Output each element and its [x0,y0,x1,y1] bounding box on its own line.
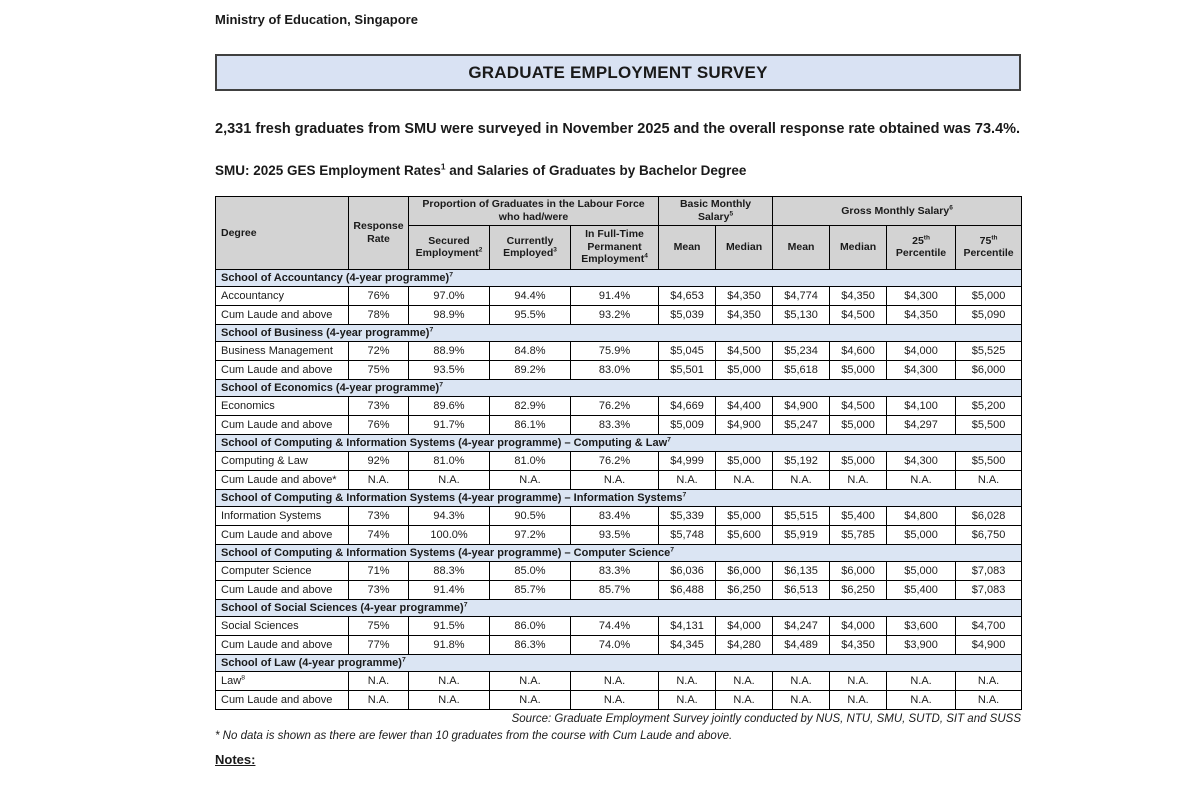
value-cell: 73% [349,396,409,415]
value-cell: $6,028 [956,506,1022,525]
value-cell: $3,600 [887,616,956,635]
value-cell: $5,515 [773,506,830,525]
value-cell: N.A. [887,671,956,690]
value-cell: $4,280 [716,635,773,654]
degree-cell: Cum Laude and above [216,415,349,434]
value-cell: 78% [349,305,409,324]
value-cell: $5,000 [716,506,773,525]
value-cell: $4,350 [887,305,956,324]
value-cell: N.A. [349,690,409,709]
value-cell: $6,000 [830,561,887,580]
degree-cell: Cum Laude and above* [216,470,349,489]
value-cell: 85.7% [571,580,659,599]
value-cell: 93.2% [571,305,659,324]
value-cell: $6,000 [956,360,1022,379]
asterisk-footnote: * No data is shown as there are fewer than 10 graduates from the course with Cum Laude and above. [215,729,733,742]
value-cell: $5,200 [956,396,1022,415]
value-cell: $5,247 [773,415,830,434]
value-cell: N.A. [409,671,490,690]
section-title: School of Social Sciences (4-year programme)$^7$ [216,599,1022,616]
value-cell: 83.3% [571,561,659,580]
value-cell: N.A. [571,470,659,489]
section-title: School of Economics (4-year programme)$^7$ [216,379,1022,396]
value-cell: 75% [349,616,409,635]
table-row [216,616,1022,635]
value-cell: N.A. [956,690,1022,709]
value-cell: $4,131 [659,616,716,635]
col-header-basic-median: Median [716,225,773,269]
value-cell: 83.3% [571,415,659,434]
value-cell: $5,009 [659,415,716,434]
table-row [216,690,1022,709]
value-cell: N.A. [716,470,773,489]
value-cell: 100.0% [409,525,490,544]
ges-table [215,196,1022,709]
value-cell: $6,488 [659,580,716,599]
value-cell: 88.3% [409,561,490,580]
col-header-response-rate: Response Rate [349,197,409,269]
value-cell: 94.3% [409,506,490,525]
value-cell: 76.2% [571,451,659,470]
value-cell: 93.5% [409,360,490,379]
value-cell: 74% [349,525,409,544]
value-cell: N.A. [773,470,830,489]
banner-title-box [215,54,1021,91]
value-cell: $4,345 [659,635,716,654]
value-cell: 73% [349,580,409,599]
section-title: School of Accountancy (4-year programme)$^7$ [216,269,1022,286]
value-cell: 76% [349,286,409,305]
value-cell: N.A. [956,671,1022,690]
value-cell: 76% [349,415,409,434]
value-cell: 77% [349,635,409,654]
value-cell: $4,297 [887,415,956,434]
value-cell: 91.4% [409,580,490,599]
value-cell: N.A. [887,690,956,709]
table-row [216,470,1022,489]
value-cell: N.A. [887,470,956,489]
value-cell: N.A. [830,690,887,709]
value-cell: 92% [349,451,409,470]
value-cell: N.A. [490,690,571,709]
section-row [216,324,1022,341]
section-row [216,489,1022,506]
value-cell: N.A. [830,671,887,690]
value-cell: $3,900 [887,635,956,654]
value-cell: 84.8% [490,341,571,360]
value-cell: $4,500 [830,396,887,415]
value-cell: 82.9% [490,396,571,415]
value-cell: 90.5% [490,506,571,525]
degree-cell: Cum Laude and above [216,635,349,654]
value-cell: $5,000 [830,360,887,379]
value-cell: N.A. [773,690,830,709]
value-cell: $5,501 [659,360,716,379]
table-row [216,525,1022,544]
value-cell: $6,000 [716,561,773,580]
section-row [216,599,1022,616]
table-row [216,286,1022,305]
value-cell: 71% [349,561,409,580]
value-cell: 88.9% [409,341,490,360]
value-cell: $5,130 [773,305,830,324]
value-cell: $6,135 [773,561,830,580]
value-cell: 91.4% [571,286,659,305]
value-cell: 83.0% [571,360,659,379]
table-row [216,415,1022,434]
col-header-degree: Degree [216,197,349,269]
value-cell: $4,100 [887,396,956,415]
degree-cell: Accountancy [216,286,349,305]
value-cell: $4,300 [887,451,956,470]
value-cell: $5,919 [773,525,830,544]
value-cell: 95.5% [490,305,571,324]
value-cell: 81.0% [490,451,571,470]
value-cell: $5,000 [887,561,956,580]
value-cell: N.A. [659,470,716,489]
value-cell: 93.5% [571,525,659,544]
value-cell: $5,090 [956,305,1022,324]
value-cell: $5,400 [830,506,887,525]
value-cell: $5,000 [716,360,773,379]
value-cell: $5,192 [773,451,830,470]
table-title: SMU: 2025 GES Employment Rates$^1$ and Salaries of Graduates by Bachelor Degree [215,161,747,179]
value-cell: $5,400 [887,580,956,599]
value-cell: $5,500 [956,451,1022,470]
value-cell: $5,525 [956,341,1022,360]
value-cell: $5,339 [659,506,716,525]
value-cell: 91.8% [409,635,490,654]
value-cell: $5,000 [887,525,956,544]
value-cell: N.A. [490,671,571,690]
table-row [216,341,1022,360]
value-cell: $4,500 [830,305,887,324]
banner-title: GRADUATE EMPLOYMENT SURVEY [468,62,768,82]
value-cell: N.A. [409,470,490,489]
value-cell: 76.2% [571,396,659,415]
value-cell: $4,300 [887,360,956,379]
value-cell: $5,000 [830,451,887,470]
value-cell: $6,250 [716,580,773,599]
value-cell: 85.7% [490,580,571,599]
section-title: School of Computing & Information Systems (4-year programme) – Information Systems$^7$ [216,489,1022,506]
value-cell: 73% [349,506,409,525]
col-group-basic-salary: Basic Monthly Salary$^5$ [659,197,773,225]
value-cell: $4,350 [830,635,887,654]
notes-label: Notes: [215,751,256,767]
value-cell: $4,350 [716,286,773,305]
value-cell: N.A. [716,671,773,690]
table-row [216,671,1022,690]
degree-cell: Cum Laude and above [216,360,349,379]
section-row [216,379,1022,396]
table-body [216,269,1022,709]
value-cell: N.A. [571,690,659,709]
col-header-fulltime-permanent: In Full-Time Permanent Employment$^4$ [571,225,659,269]
value-cell: $4,900 [716,415,773,434]
value-cell: $4,000 [887,341,956,360]
value-cell: N.A. [773,671,830,690]
value-cell: 86.1% [490,415,571,434]
intro-paragraph: 2,331 fresh graduates from SMU were surveyed in November 2025 and the overall response rate obtained was 73.4%. [215,121,1021,137]
value-cell: $4,669 [659,396,716,415]
value-cell: $6,750 [956,525,1022,544]
value-cell: N.A. [490,470,571,489]
value-cell: $4,000 [716,616,773,635]
value-cell: $5,039 [659,305,716,324]
table-row [216,561,1022,580]
value-cell: $4,800 [887,506,956,525]
value-cell: 89.2% [490,360,571,379]
section-title: School of Computing & Information Systems (4-year programme) – Computer Science$^7$ [216,544,1022,561]
value-cell: $6,250 [830,580,887,599]
value-cell: $5,045 [659,341,716,360]
col-header-25th-percentile: 25th Percentile [887,225,956,269]
value-cell: 85.0% [490,561,571,580]
value-cell: $6,036 [659,561,716,580]
table-row [216,305,1022,324]
col-header-currently-employed: Currently Employed$^3$ [490,225,571,269]
value-cell: $7,083 [956,580,1022,599]
section-row [216,654,1022,671]
value-cell: $5,234 [773,341,830,360]
col-header-secured-employment: Secured Employment$^2$ [409,225,490,269]
value-cell: N.A. [956,470,1022,489]
degree-cell: Information Systems [216,506,349,525]
value-cell: $4,350 [830,286,887,305]
value-cell: 74.4% [571,616,659,635]
section-title: School of Computing & Information Systems (4-year programme) – Computing & Law$^7$ [216,434,1022,451]
value-cell: N.A. [349,671,409,690]
value-cell: $4,350 [716,305,773,324]
degree-cell: Cum Laude and above [216,580,349,599]
degree-cell: Social Sciences [216,616,349,635]
section-title: School of Business (4-year programme)$^7$ [216,324,1022,341]
col-header-gross-median: Median [830,225,887,269]
value-cell: $4,774 [773,286,830,305]
value-cell: 97.0% [409,286,490,305]
source-line: Source: Graduate Employment Survey jointly conducted by NUS, NTU, SMU, SUTD, SIT and SUSS [511,712,1021,725]
degree-cell: Business Management [216,341,349,360]
col-header-basic-mean: Mean [659,225,716,269]
value-cell: 81.0% [409,451,490,470]
value-cell: $5,600 [716,525,773,544]
value-cell: $4,500 [716,341,773,360]
section-row [216,544,1022,561]
table-row [216,635,1022,654]
section-row [216,269,1022,286]
value-cell: N.A. [659,671,716,690]
table-row [216,451,1022,470]
value-cell: N.A. [659,690,716,709]
value-cell: $4,999 [659,451,716,470]
value-cell: $4,700 [956,616,1022,635]
value-cell: $5,785 [830,525,887,544]
value-cell: 91.7% [409,415,490,434]
degree-cell: Computing & Law [216,451,349,470]
col-header-gross-mean: Mean [773,225,830,269]
value-cell: N.A. [409,690,490,709]
value-cell: $7,083 [956,561,1022,580]
value-cell: $4,400 [716,396,773,415]
ministry-heading: Ministry of Education, Singapore [215,12,418,27]
section-row [216,434,1022,451]
value-cell: 75% [349,360,409,379]
value-cell: 72% [349,341,409,360]
value-cell: $4,300 [887,286,956,305]
degree-cell: Cum Laude and above [216,305,349,324]
value-cell: 91.5% [409,616,490,635]
value-cell: N.A. [349,470,409,489]
degree-cell: Cum Laude and above [216,525,349,544]
table-row [216,360,1022,379]
value-cell: N.A. [830,470,887,489]
table-row [216,506,1022,525]
value-cell: 86.0% [490,616,571,635]
degree-cell: Law$^8$ [216,671,349,690]
table-row [216,580,1022,599]
value-cell: N.A. [571,671,659,690]
value-cell: $4,900 [773,396,830,415]
value-cell: $5,500 [956,415,1022,434]
value-cell: 74.0% [571,635,659,654]
value-cell: $5,000 [716,451,773,470]
value-cell: $5,000 [956,286,1022,305]
col-header-75th-percentile: 75th Percentile [956,225,1022,269]
value-cell: $4,000 [830,616,887,635]
value-cell: $4,247 [773,616,830,635]
value-cell: $4,489 [773,635,830,654]
value-cell: 75.9% [571,341,659,360]
degree-cell: Cum Laude and above [216,690,349,709]
value-cell: 83.4% [571,506,659,525]
value-cell: $5,748 [659,525,716,544]
value-cell: $4,600 [830,341,887,360]
col-group-gross-salary: Gross Monthly Salary$^6$ [773,197,1022,225]
value-cell: $4,900 [956,635,1022,654]
value-cell: $5,000 [830,415,887,434]
document-page [215,10,1021,767]
value-cell: 98.9% [409,305,490,324]
value-cell: 94.4% [490,286,571,305]
value-cell: $6,513 [773,580,830,599]
degree-cell: Economics [216,396,349,415]
table-header-group-row [216,197,1022,225]
value-cell: $4,653 [659,286,716,305]
table-row [216,396,1022,415]
value-cell: $5,618 [773,360,830,379]
value-cell: 97.2% [490,525,571,544]
value-cell: 89.6% [409,396,490,415]
degree-cell: Computer Science [216,561,349,580]
value-cell: 86.3% [490,635,571,654]
section-title: School of Law (4-year programme)$^7$ [216,654,1022,671]
col-group-labour-force: Proportion of Graduates in the Labour Force who had/were [409,197,659,225]
value-cell: N.A. [716,690,773,709]
